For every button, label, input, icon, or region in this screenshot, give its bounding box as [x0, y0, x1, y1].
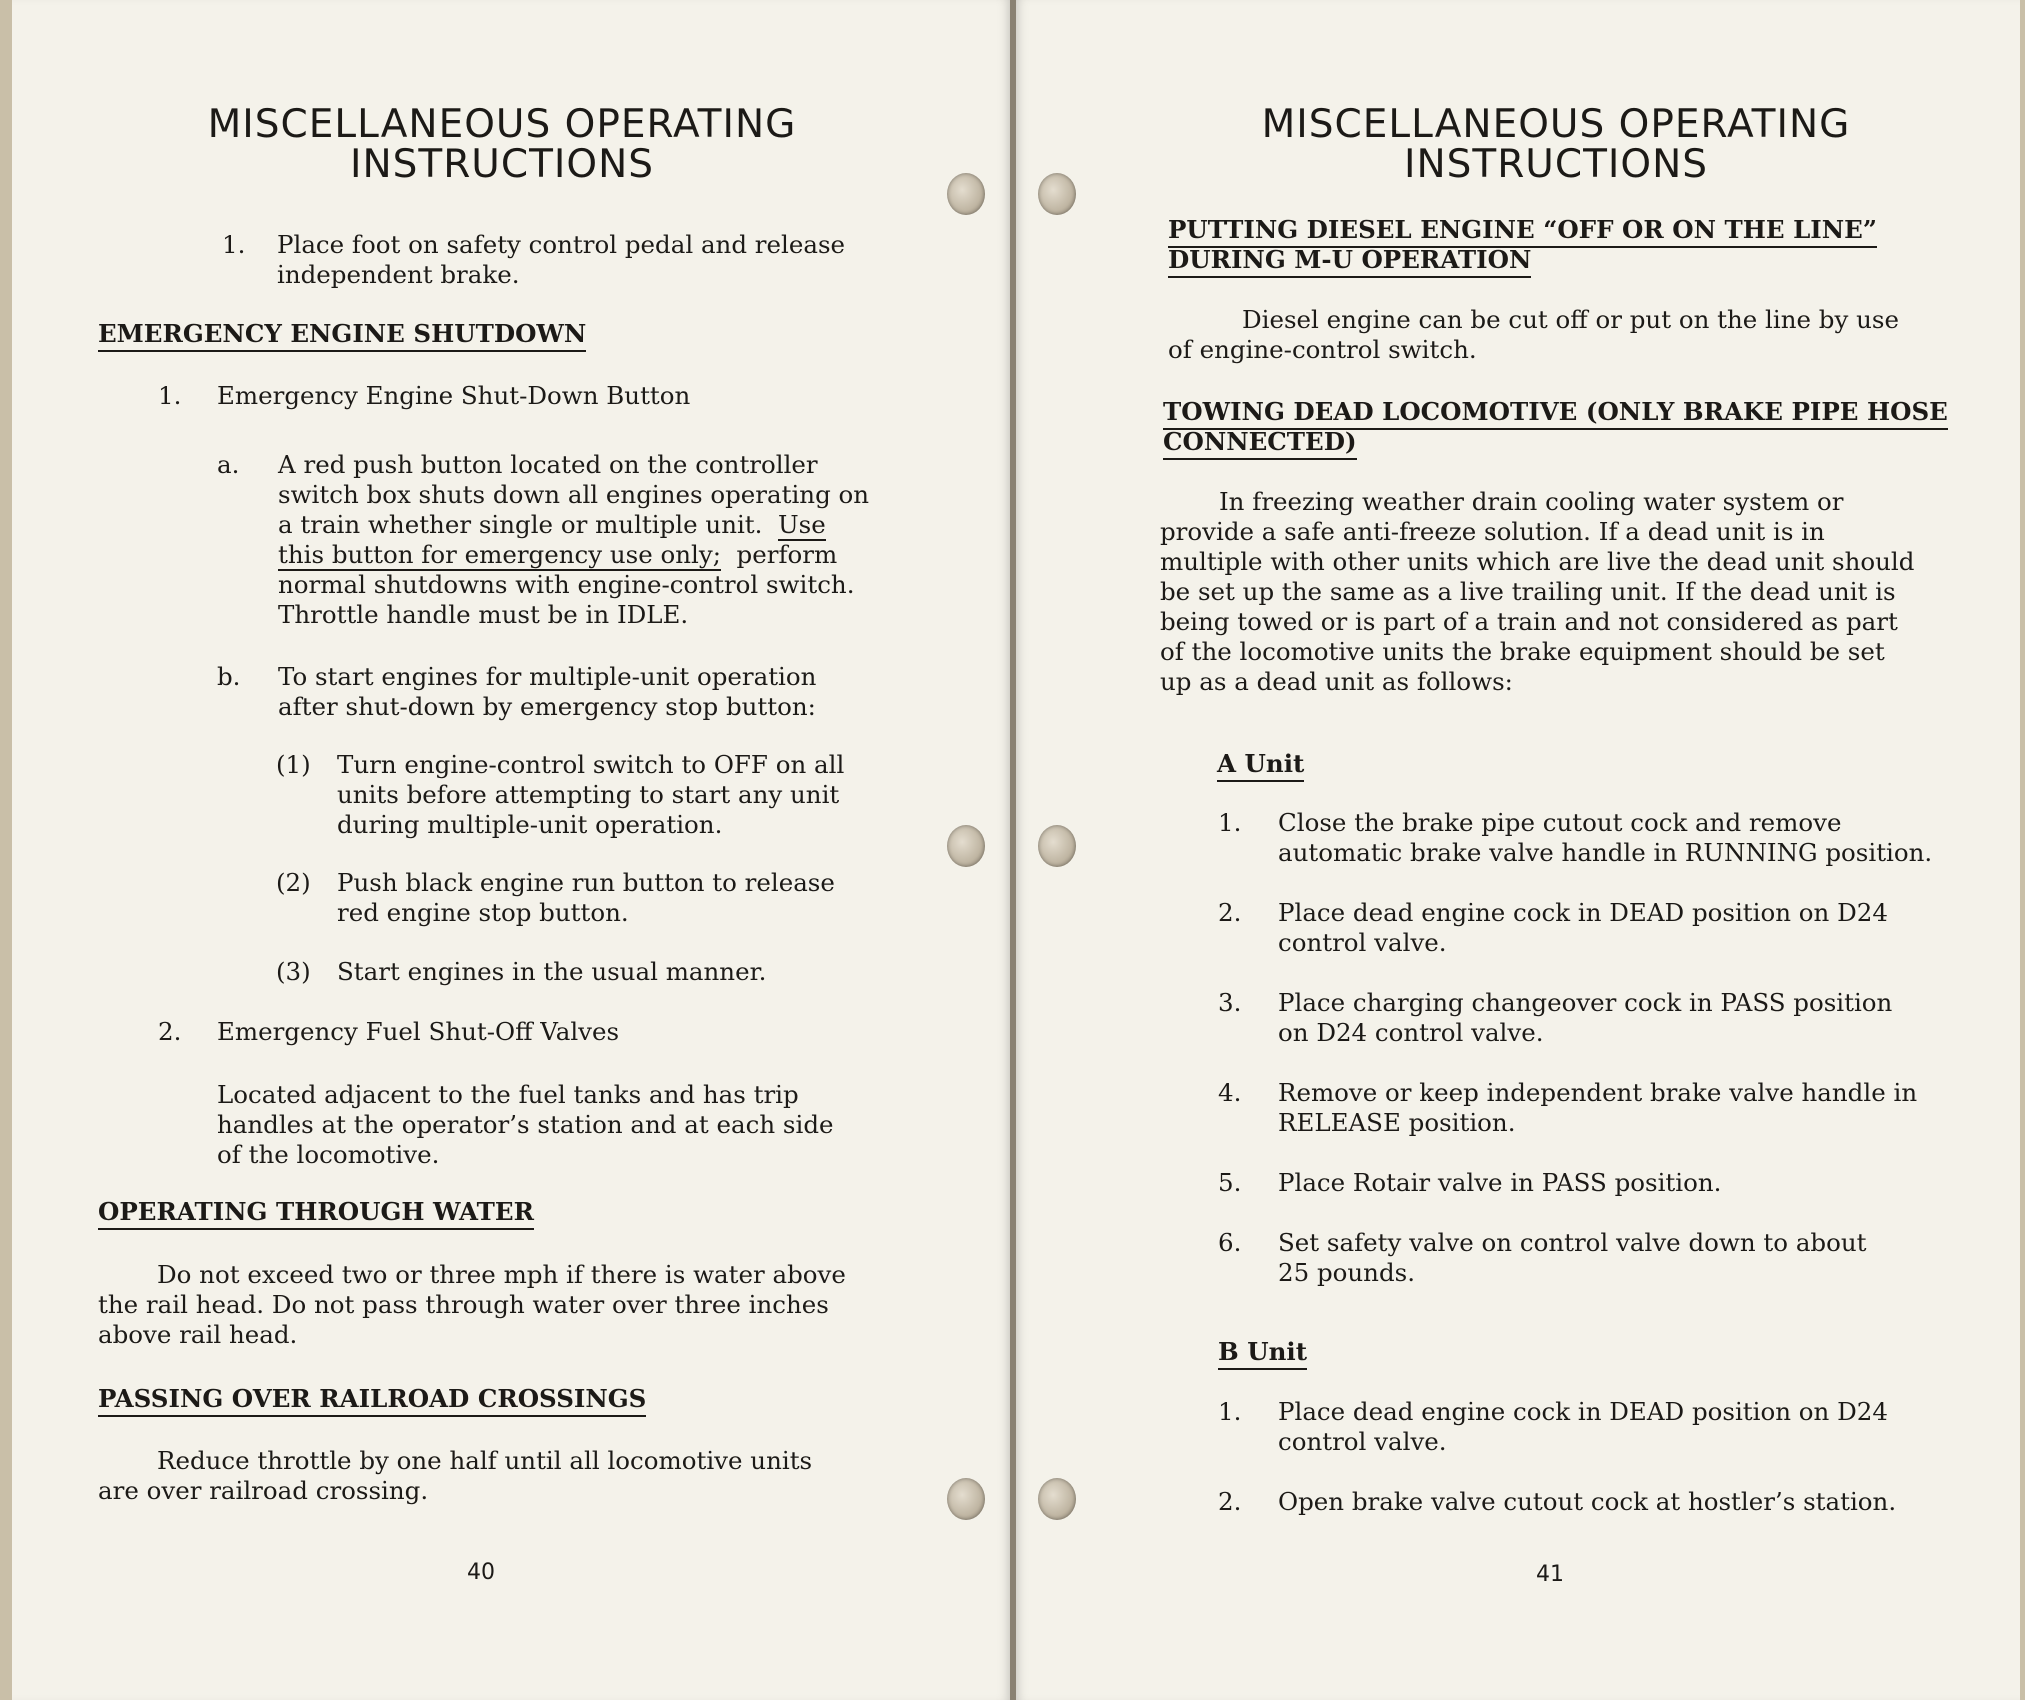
page-number: 40 — [467, 1560, 495, 1585]
item-number: 1. — [1218, 808, 1242, 837]
item-label: (1) — [276, 750, 311, 779]
item-number: 2. — [1218, 1487, 1242, 1516]
section-heading-emergency-shutdown: EMERGENCY ENGINE SHUTDOWN — [98, 320, 586, 348]
page-number: 41 — [1536, 1562, 1564, 1587]
section-heading-operating-through-water: OPERATING THROUGH WATER — [98, 1198, 534, 1226]
paragraph: Start engines in the usual manner. — [337, 957, 767, 986]
item-number: 1. — [222, 230, 246, 259]
item-label: (3) — [276, 957, 311, 986]
paragraph: Located adjacent to the fuel tanks and has trip handles at the operator’s station and at each side of the locomotive. — [217, 1080, 834, 1169]
paragraph: Place dead engine cock in DEAD position on D24 control valve. — [1278, 898, 1888, 957]
binder-hole — [947, 1478, 985, 1520]
binder-hole — [1038, 825, 1076, 867]
paragraph: Place Rotair valve in PASS position. — [1278, 1168, 1722, 1197]
left-page — [12, 0, 1010, 1700]
item-label: b. — [217, 662, 241, 691]
item-number: 2. — [1218, 898, 1242, 927]
paragraph: Remove or keep independent brake valve handle in RELEASE position. — [1278, 1078, 1918, 1137]
paragraph: Place foot on safety control pedal and release independent brake. — [277, 230, 846, 289]
paragraph: To start engines for multiple-unit operation after shut-down by emergency stop button: — [278, 662, 817, 721]
paragraph: Turn engine-control switch to OFF on all units before attempting to start any unit during multiple-unit operation. — [337, 750, 845, 839]
item-number: 4. — [1218, 1078, 1242, 1107]
paragraph: Close the brake pipe cutout cock and remove automatic brake valve handle in RUNNING position. — [1278, 808, 1933, 867]
item-number: 6. — [1218, 1228, 1242, 1257]
section-heading-putting-engine-on-line: PUTTING DIESEL ENGINE “OFF OR ON THE LINE” DURING M-U OPERATION — [1168, 216, 1877, 276]
subsection-heading-a-unit: A Unit — [1217, 750, 1304, 778]
paragraph: Diesel engine can be cut off or put on the line by use of engine-control switch. — [1168, 305, 1899, 364]
paragraph: Place dead engine cock in DEAD position on D24 control valve. — [1278, 1397, 1888, 1456]
subsection-heading-b-unit: B Unit — [1218, 1338, 1307, 1366]
item-title: Emergency Fuel Shut-Off Valves — [217, 1017, 620, 1046]
binder-hole — [947, 825, 985, 867]
paragraph: Open brake valve cutout cock at hostler’s station. — [1278, 1487, 1897, 1516]
binder-hole — [947, 173, 985, 215]
item-number: 3. — [1218, 988, 1242, 1017]
binder-hole — [1038, 1478, 1076, 1520]
section-heading-railroad-crossings: PASSING OVER RAILROAD CROSSINGS — [98, 1385, 646, 1413]
item-number: 2. — [158, 1017, 182, 1046]
paragraph: Push black engine run button to release red engine stop button. — [337, 868, 835, 927]
item-label: a. — [217, 450, 240, 479]
left-page-title: MISCELLANEOUS OPERATING INSTRUCTIONS — [207, 102, 797, 187]
item-number: 5. — [1218, 1168, 1242, 1197]
right-page — [1016, 0, 2020, 1700]
binder-hole — [1038, 173, 1076, 215]
item-number: 1. — [158, 381, 182, 410]
paragraph: Place charging changeover cock in PASS position on D24 control valve. — [1278, 988, 1893, 1047]
item-label: (2) — [276, 868, 311, 897]
paragraph: In freezing weather drain cooling water system or provide a safe anti-freeze solution. If a dead unit is in multiple with other units which are live the dead unit should be set up the same as a live trailing unit. If the dead unit is being towed or is part of a train and not considered as part of the locomotive units the brake equipment should be set up as a dead unit as follows: — [1160, 487, 1915, 696]
item-title: Emergency Engine Shut-Down Button — [217, 381, 691, 410]
section-heading-towing-dead-locomotive: TOWING DEAD LOCOMOTIVE (ONLY BRAKE PIPE HOSE CONNECTED) — [1163, 398, 1948, 458]
right-page-title: MISCELLANEOUS OPERATING INSTRUCTIONS — [1261, 102, 1851, 187]
paragraph: Do not exceed two or three mph if there is water above the rail head. Do not pass through water over three inches above rail head. — [98, 1260, 846, 1349]
paragraph: Set safety valve on control valve down to about 25 pounds. — [1278, 1228, 1867, 1287]
item-number: 1. — [1218, 1397, 1242, 1426]
paragraph: Reduce throttle by one half until all locomotive units are over railroad crossing. — [98, 1446, 813, 1505]
paragraph: A red push button located on the controller switch box shuts down all engines operating on a train whether single or multiple unit. Use this button for emergency use only; perform normal shutdowns with engine-control switch. Throttle handle must be in IDLE. — [278, 450, 870, 629]
